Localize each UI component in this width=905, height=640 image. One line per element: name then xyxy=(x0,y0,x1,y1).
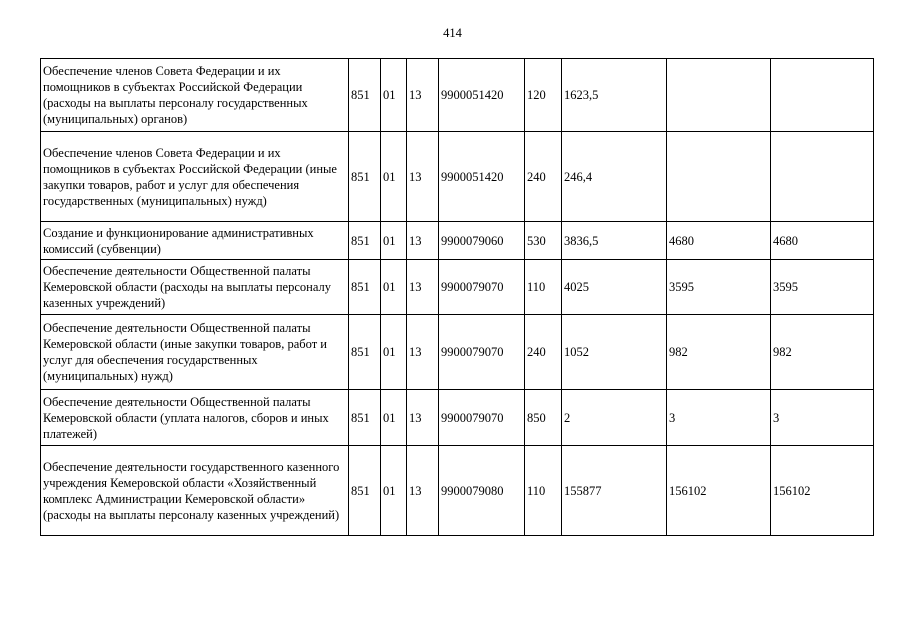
row-target-code: 9900079070 xyxy=(439,315,525,390)
row-sum-3: 156102 xyxy=(771,446,874,536)
row-subsection-code: 13 xyxy=(407,390,439,446)
row-subsection-code: 13 xyxy=(407,260,439,315)
row-target-code: 9900051420 xyxy=(439,59,525,132)
row-section-code: 01 xyxy=(381,446,407,536)
row-sum-1: 155877 xyxy=(562,446,667,536)
row-expense-type: 240 xyxy=(525,315,562,390)
row-target-code: 9900079070 xyxy=(439,390,525,446)
table-row xyxy=(41,132,874,222)
row-target-code: 9900051420 xyxy=(439,132,525,222)
row-target-code: 9900079060 xyxy=(439,222,525,260)
row-section-code: 01 xyxy=(381,260,407,315)
row-ministry-code: 851 xyxy=(349,59,381,132)
row-sum-3: 3595 xyxy=(771,260,874,315)
row-description: Обеспечение деятельности Общественной палаты Кемеровской области (расходы на выплаты персоналу казенных учреждений) xyxy=(41,260,349,315)
row-ministry-code: 851 xyxy=(349,315,381,390)
row-sum-2: 4680 xyxy=(667,222,771,260)
row-sum-3: 3 xyxy=(771,390,874,446)
table-row xyxy=(41,315,874,390)
row-expense-type: 110 xyxy=(525,260,562,315)
row-expense-type: 240 xyxy=(525,132,562,222)
row-section-code: 01 xyxy=(381,59,407,132)
row-subsection-code: 13 xyxy=(407,59,439,132)
row-ministry-code: 851 xyxy=(349,446,381,536)
row-sum-2: 3595 xyxy=(667,260,771,315)
row-sum-3 xyxy=(771,132,874,222)
table-row xyxy=(41,222,874,260)
row-description: Обеспечение деятельности Общественной палаты Кемеровской области (уплата налогов, сборов и иных платежей) xyxy=(41,390,349,446)
row-target-code: 9900079070 xyxy=(439,260,525,315)
row-subsection-code: 13 xyxy=(407,315,439,390)
table-row xyxy=(41,446,874,536)
row-subsection-code: 13 xyxy=(407,132,439,222)
row-description: Обеспечение деятельности Общественной палаты Кемеровской области (иные закупки товаров, работ и услуг для обеспечения государственных (муниципальных) нужд) xyxy=(41,315,349,390)
row-sum-2 xyxy=(667,132,771,222)
row-ministry-code: 851 xyxy=(349,132,381,222)
row-sum-1: 4025 xyxy=(562,260,667,315)
row-section-code: 01 xyxy=(381,132,407,222)
table-body xyxy=(41,59,874,536)
budget-table xyxy=(40,58,874,536)
row-expense-type: 850 xyxy=(525,390,562,446)
row-ministry-code: 851 xyxy=(349,390,381,446)
row-expense-type: 530 xyxy=(525,222,562,260)
row-sum-3 xyxy=(771,59,874,132)
row-target-code: 9900079080 xyxy=(439,446,525,536)
row-ministry-code: 851 xyxy=(349,260,381,315)
row-sum-2: 3 xyxy=(667,390,771,446)
row-ministry-code: 851 xyxy=(349,222,381,260)
table-row xyxy=(41,59,874,132)
row-section-code: 01 xyxy=(381,222,407,260)
row-sum-1: 2 xyxy=(562,390,667,446)
row-section-code: 01 xyxy=(381,315,407,390)
row-sum-3: 4680 xyxy=(771,222,874,260)
row-sum-1: 3836,5 xyxy=(562,222,667,260)
table-row xyxy=(41,260,874,315)
row-description: Создание и функционирование административных комиссий (субвенции) xyxy=(41,222,349,260)
row-section-code: 01 xyxy=(381,390,407,446)
row-expense-type: 120 xyxy=(525,59,562,132)
row-subsection-code: 13 xyxy=(407,222,439,260)
row-description: Обеспечение деятельности государственного казенного учреждения Кемеровской области «Хозяйственный комплекс Администрации Кемеровской области» (расходы на выплаты персоналу казенных учреждений) xyxy=(41,446,349,536)
row-sum-2 xyxy=(667,59,771,132)
row-sum-2: 156102 xyxy=(667,446,771,536)
row-description: Обеспечение членов Совета Федерации и их помощников в субъектах Российской Федерации (расходы на выплаты персоналу государственных (муниципальных) органов) xyxy=(41,59,349,132)
row-sum-1: 246,4 xyxy=(562,132,667,222)
row-sum-1: 1052 xyxy=(562,315,667,390)
row-sum-3: 982 xyxy=(771,315,874,390)
row-subsection-code: 13 xyxy=(407,446,439,536)
page-number: 414 xyxy=(443,26,462,40)
row-sum-2: 982 xyxy=(667,315,771,390)
row-description: Обеспечение членов Совета Федерации и их помощников в субъектах Российской Федерации (иные закупки товаров, работ и услуг для обеспечения государственных (муниципальных) нужд) xyxy=(41,132,349,222)
row-sum-1: 1623,5 xyxy=(562,59,667,132)
table-row xyxy=(41,390,874,446)
row-expense-type: 110 xyxy=(525,446,562,536)
